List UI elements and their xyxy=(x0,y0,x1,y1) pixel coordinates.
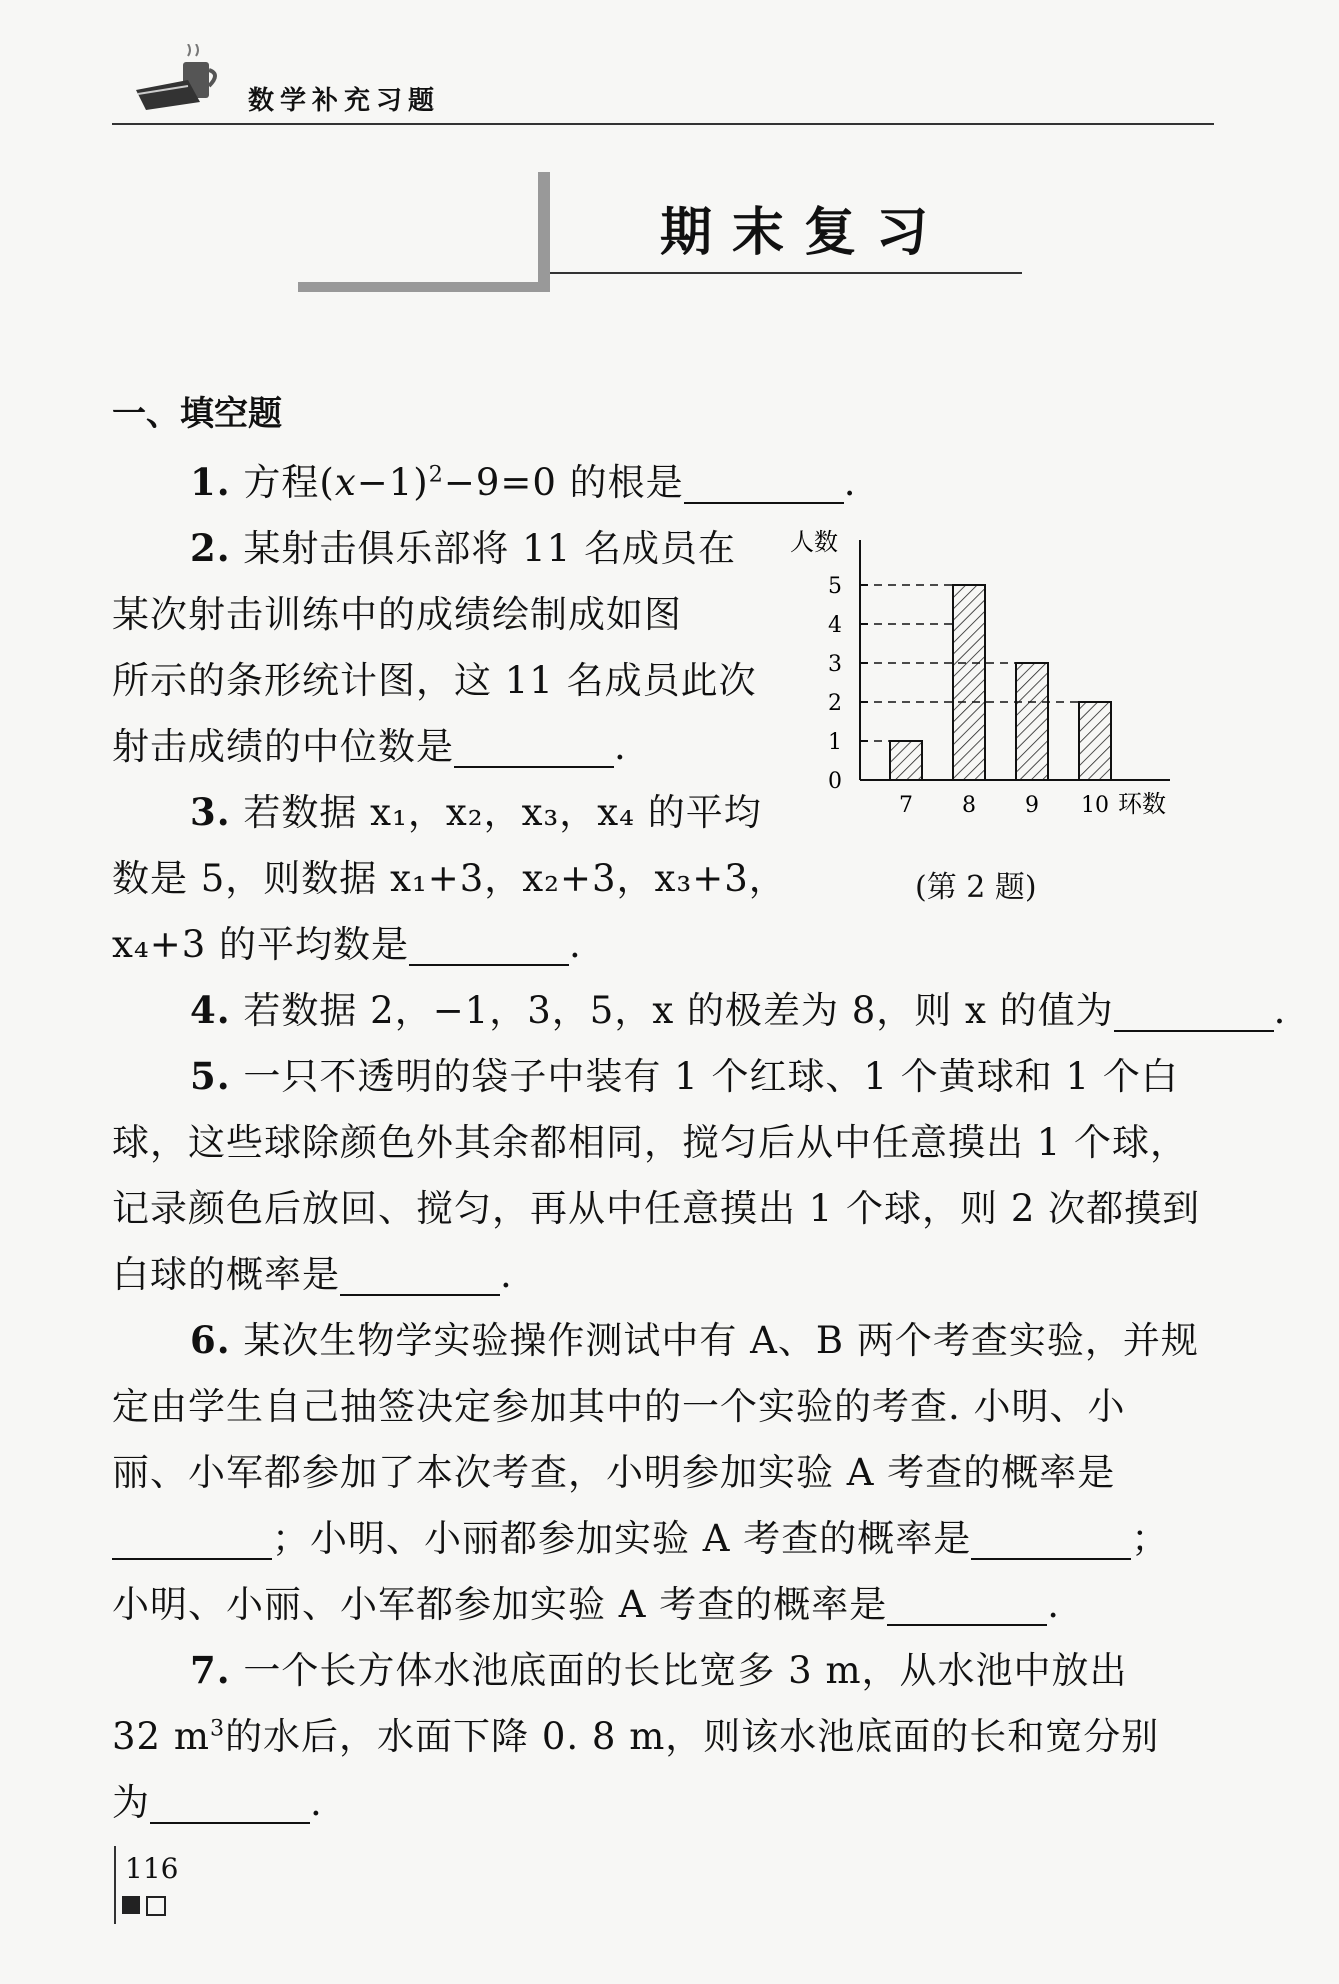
page-number: 116 xyxy=(125,1852,179,1885)
question-5-line-2: 球，这些球除颜色外其余都相同，搅匀后从中任意摸出 1 个球， xyxy=(112,1121,1189,1164)
question-3-line-3: x₄+3 的平均数是 . xyxy=(112,923,582,966)
chapter-title: 期末复习 xyxy=(660,203,949,263)
bar xyxy=(953,585,985,780)
answer-blank xyxy=(150,1785,310,1824)
question-6-line-5: 小明、小丽、小军都参加实验 A 考查的概率是 . xyxy=(112,1583,1061,1626)
title-rule xyxy=(550,272,1022,274)
question-1: 1. 方程$(x-1)^2-9=0$ 的根是 . xyxy=(190,460,857,504)
answer-blank xyxy=(971,1521,1131,1560)
book-cup-icon xyxy=(128,44,228,114)
answer-blank xyxy=(340,1257,500,1296)
question-5-line-1: 5. 一只不透明的袋子中装有 1 个红球、1 个黄球和 1 个白 xyxy=(190,1054,1179,1098)
question-number: 6. xyxy=(190,1318,231,1362)
question-2-line-1: 2. 某射击俱乐部将 11 名成员在 xyxy=(190,526,737,570)
y-tick-label: 1 xyxy=(828,730,842,755)
question-7-line-3: 为 . xyxy=(112,1781,323,1824)
question-3-line-2: 数是 5，则数据 x₁+3，x₂+3，x₃+3， xyxy=(112,857,787,900)
question-number: 5. xyxy=(190,1054,231,1098)
bar xyxy=(1079,702,1111,780)
y-tick-label: 0 xyxy=(828,769,842,794)
title-bar-decoration xyxy=(538,172,550,288)
y-axis-label: 人数 xyxy=(790,528,838,556)
y-tick-label: 5 xyxy=(828,574,842,599)
answer-blank xyxy=(887,1587,1047,1626)
x-tick-label: 10 xyxy=(1081,793,1109,818)
bar-chart xyxy=(770,520,1190,820)
answer-blank xyxy=(684,465,844,504)
question-number: 3. xyxy=(190,790,231,834)
x-tick-label: 8 xyxy=(962,793,976,818)
question-number: 1. xyxy=(190,460,231,504)
figure-caption: (第 2 题) xyxy=(915,870,1037,905)
header-rule xyxy=(112,123,1214,125)
question-6-line-3: 丽、小军都参加了本次考查，小明参加实验 A 考查的概率是 xyxy=(112,1451,1116,1494)
title-shadow-decoration xyxy=(298,282,550,292)
question-number: 7. xyxy=(190,1648,231,1692)
question-5-line-4: 白球的概率是 . xyxy=(112,1253,513,1296)
question-7-line-2: 32 $m^3$的水后，水面下降 0. 8 m，则该水池底面的长和宽分别 xyxy=(112,1715,1160,1758)
y-tick-label: 4 xyxy=(828,613,842,638)
question-2-line-2: 某次射击训练中的成绩绘制成如图 xyxy=(112,593,682,636)
question-number: 4. xyxy=(190,988,231,1032)
question-6-line-2: 定由学生自己抽签决定参加其中的一个实验的考查. 小明、小 xyxy=(112,1385,1126,1428)
question-5-line-3: 记录颜色后放回、搅匀，再从中任意摸出 1 个球，则 2 次都摸到 xyxy=(112,1187,1201,1230)
y-tick-label: 3 xyxy=(828,652,842,677)
empty-square-icon xyxy=(146,1896,166,1916)
answer-blank xyxy=(454,729,614,768)
y-tick-label: 2 xyxy=(828,691,842,716)
question-6-line-1: 6. 某次生物学实验操作测试中有 A、B 两个考查实验，并规 xyxy=(190,1318,1199,1362)
page-number-rule xyxy=(114,1846,116,1924)
bar xyxy=(1016,663,1048,780)
section-title: 一、填空题 xyxy=(112,394,282,434)
answer-blank xyxy=(409,927,569,966)
question-number: 2. xyxy=(190,526,231,570)
x-axis-label: 环数 xyxy=(1118,790,1166,818)
question-2-line-4: 射击成绩的中位数是 . xyxy=(112,725,627,768)
book-title: 数学补充习题 xyxy=(248,86,441,116)
answer-blank xyxy=(1114,993,1274,1032)
question-7-line-1: 7. 一个长方体水池底面的长比宽多 3 m，从水池中放出 xyxy=(190,1648,1128,1692)
bar-chart-svg xyxy=(770,520,1190,820)
question-4: 4. 若数据 2，−1，3，5，x 的极差为 8，则 x 的值为 . xyxy=(190,988,1287,1032)
answer-blank xyxy=(112,1521,272,1560)
question-2-line-3: 所示的条形统计图，这 11 名成员此次 xyxy=(112,659,757,702)
x-tick-label: 7 xyxy=(899,793,913,818)
question-3-line-1: 3. 若数据 x₁，x₂，x₃，x₄ 的平均 xyxy=(190,790,762,834)
x-tick-label: 9 xyxy=(1025,793,1039,818)
filled-square-icon xyxy=(122,1896,140,1914)
question-6-line-4: ；小明、小丽都参加实验 A 考查的概率是 ； xyxy=(112,1508,1169,1562)
bar xyxy=(890,741,922,780)
